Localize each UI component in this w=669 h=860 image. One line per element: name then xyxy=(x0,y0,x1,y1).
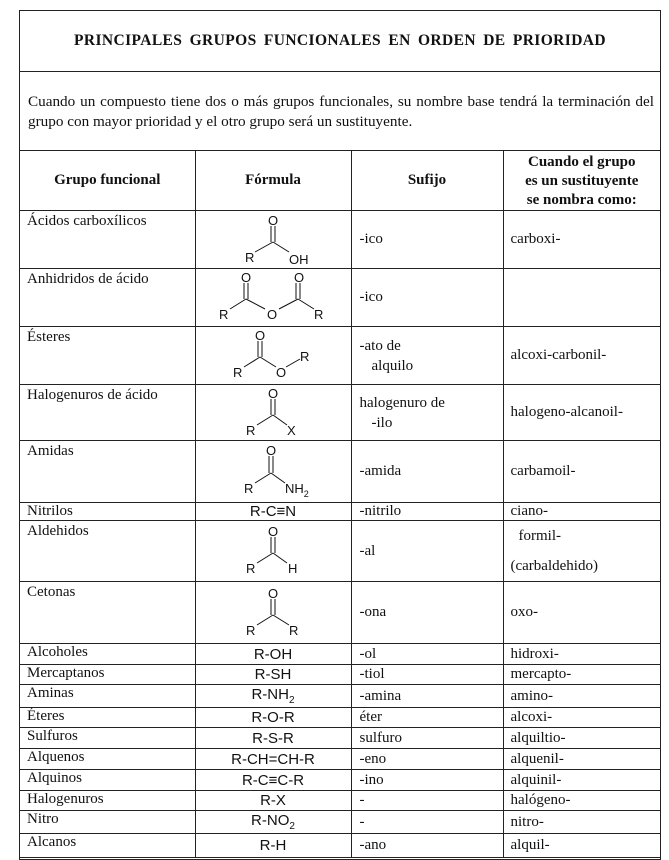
formula xyxy=(195,811,351,834)
table-row xyxy=(20,269,660,327)
intro-paragraph: Cuando un compuesto tiene dos o más grupos funcionales, su nombre base tendrá la terminación del grupo con mayor prioridad y el otro grupo será un sustituyente. xyxy=(20,71,660,151)
oxygen-label: O xyxy=(255,328,266,343)
ester-structure xyxy=(228,329,318,383)
oxygen-label: O xyxy=(294,270,305,285)
suffix: -nitrilo xyxy=(351,503,503,521)
oxygen-label: O xyxy=(268,213,279,228)
group-name: Alcoholes xyxy=(20,644,195,665)
table-row xyxy=(20,770,660,791)
header-group: Grupo funcional xyxy=(20,151,195,211)
formula: R-S-R xyxy=(195,728,351,749)
suffix-line-1: -ato de xyxy=(359,337,401,354)
oxygen-label: O xyxy=(268,585,279,601)
substituent-name: alquenil- xyxy=(503,749,660,770)
formula-subscript: 2 xyxy=(289,821,295,832)
suffix-line-2: -ilo xyxy=(371,414,393,431)
group-name: Sulfuros xyxy=(20,728,195,749)
formula-subscript: 2 xyxy=(288,695,295,706)
bridge-oxygen-label: O xyxy=(267,306,278,322)
group-name: Nitrilos xyxy=(20,503,195,521)
r-label: R xyxy=(289,622,299,638)
group-name: Ácidos carboxílicos xyxy=(20,211,195,269)
formula-cell xyxy=(195,211,351,269)
table-row xyxy=(20,708,660,728)
substituent-name: mercapto- xyxy=(503,665,660,685)
document-frame xyxy=(19,10,661,860)
r-label: R xyxy=(246,622,256,638)
substituent-name: alcoxi-carbonil- xyxy=(503,327,660,385)
halogen-label: X xyxy=(287,422,296,438)
suffix: -ano xyxy=(351,834,503,858)
amine-label-sub: 2 xyxy=(303,488,309,499)
group-name: Nitro xyxy=(20,811,195,834)
formula-main: R-NO xyxy=(251,812,290,829)
suffix: éter xyxy=(351,708,503,728)
group-name: Aminas xyxy=(20,685,195,708)
hydroxyl-label: OH xyxy=(289,251,309,266)
table-row xyxy=(20,728,660,749)
formula-cell xyxy=(195,441,351,503)
amine-label-main: NH xyxy=(285,480,304,496)
formula-cell xyxy=(195,521,351,582)
carboxylic-acid-structure xyxy=(233,214,313,266)
amide-structure xyxy=(231,443,315,501)
group-name: Amidas xyxy=(20,441,195,503)
suffix: - xyxy=(351,791,503,811)
group-name: Halogenuros de ácido xyxy=(20,385,195,441)
formula: R-H xyxy=(195,834,351,858)
table-header-row xyxy=(20,151,660,211)
group-name: Anhidridos de ácido xyxy=(20,269,195,327)
suffix: -ol xyxy=(351,644,503,665)
group-name: Alquenos xyxy=(20,749,195,770)
header-substituent-line-1: Cuando el grupo xyxy=(527,154,636,170)
substituent-name: alquinil- xyxy=(503,770,660,791)
r-label: R xyxy=(244,480,254,496)
group-name: Éteres xyxy=(20,708,195,728)
group-name: Halogenuros xyxy=(20,791,195,811)
ketone-structure xyxy=(233,585,313,641)
table-row xyxy=(20,385,660,441)
table-row xyxy=(20,834,660,858)
group-name: Alquinos xyxy=(20,770,195,791)
substituent-name: halogeno-alcanoil- xyxy=(503,385,660,441)
header-formula: Fórmula xyxy=(195,151,351,211)
table-row xyxy=(20,644,660,665)
substituent-name: amino- xyxy=(503,685,660,708)
r-label: R xyxy=(314,306,324,322)
header-substituent-line-3: se nombra como: xyxy=(526,192,637,208)
r-label: R xyxy=(246,422,256,438)
group-name: Aldehidos xyxy=(20,521,195,582)
suffix: -ico xyxy=(351,211,503,269)
suffix: -amida xyxy=(351,441,503,503)
substituent-name: hidroxi- xyxy=(503,644,660,665)
substituent-name: ciano- xyxy=(503,503,660,521)
formula: R-C≡C-R xyxy=(195,770,351,791)
table-row xyxy=(20,327,660,385)
table-row xyxy=(20,811,660,834)
table-row xyxy=(20,441,660,503)
suffix: -ona xyxy=(351,582,503,644)
suffix-line-2: alquilo xyxy=(371,357,414,374)
formula: R-SH xyxy=(195,665,351,685)
suffix: -al xyxy=(351,521,503,582)
header-substituent xyxy=(503,151,660,211)
formula-main: R-NH xyxy=(251,686,289,703)
r-label: R xyxy=(219,306,229,322)
formula-cell xyxy=(195,385,351,441)
table-row xyxy=(20,749,660,770)
substituent-name: nitro- xyxy=(503,811,660,834)
substituent-name: carboxi- xyxy=(503,211,660,269)
table-row xyxy=(20,791,660,811)
formula-cell xyxy=(195,582,351,644)
suffix: -ico xyxy=(351,269,503,327)
substituent-line-2: (carbaldehido) xyxy=(510,558,598,574)
suffix: - xyxy=(351,811,503,834)
suffix: -eno xyxy=(351,749,503,770)
amine-label xyxy=(285,481,309,499)
substituent-line-1: formil- xyxy=(518,528,561,544)
suffix xyxy=(351,327,503,385)
suffix-line-1: halogenuro de xyxy=(359,394,445,411)
anhydride-structure xyxy=(218,271,328,325)
suffix: -amina xyxy=(351,685,503,708)
hydrogen-label: H xyxy=(288,561,298,576)
substituent-name xyxy=(503,521,660,582)
formula: R-CH=CH-R xyxy=(195,749,351,770)
header-substituent-line-2: es un sustituyente xyxy=(525,173,639,189)
ester-oxygen-label: O xyxy=(276,364,287,380)
r-label: R xyxy=(245,249,255,265)
substituent-name: alquil- xyxy=(503,834,660,858)
group-name: Mercaptanos xyxy=(20,665,195,685)
group-name: Cetonas xyxy=(20,582,195,644)
oxygen-label: O xyxy=(268,524,279,539)
group-name: Alcanos xyxy=(20,834,195,858)
substituent-name xyxy=(503,269,660,327)
substituent-name: halógeno- xyxy=(503,791,660,811)
suffix: sulfuro xyxy=(351,728,503,749)
suffix xyxy=(351,385,503,441)
formula xyxy=(195,685,351,708)
r-label: R xyxy=(246,561,256,576)
oxygen-label: O xyxy=(268,386,279,401)
formula: R-C≡N xyxy=(195,503,351,521)
table-row xyxy=(20,521,660,582)
table-row xyxy=(20,582,660,644)
acid-halide-structure xyxy=(233,387,313,439)
table-row xyxy=(20,685,660,708)
substituent-name: alquiltio- xyxy=(503,728,660,749)
aldehyde-structure xyxy=(233,523,313,579)
substituent-name: alcoxi- xyxy=(503,708,660,728)
formula: R-O-R xyxy=(195,708,351,728)
formula: R-X xyxy=(195,791,351,811)
suffix: -tiol xyxy=(351,665,503,685)
suffix: -ino xyxy=(351,770,503,791)
table-row xyxy=(20,211,660,269)
substituent-name: oxo- xyxy=(503,582,660,644)
header-suffix: Sufijo xyxy=(351,151,503,211)
formula-cell xyxy=(195,269,351,327)
r-label: R xyxy=(233,364,243,380)
group-name: Ésteres xyxy=(20,327,195,385)
formula: R-OH xyxy=(195,644,351,665)
page-title: PRINCIPALES GRUPOS FUNCIONALES EN ORDEN DE PRIORIDAD xyxy=(20,11,660,72)
functional-groups-table xyxy=(20,151,660,858)
table-row xyxy=(20,665,660,685)
table-row xyxy=(20,503,660,521)
oxygen-label: O xyxy=(266,442,277,458)
formula-cell xyxy=(195,327,351,385)
oxygen-label: O xyxy=(241,270,252,285)
substituent-name: carbamoil- xyxy=(503,441,660,503)
r-label: R xyxy=(300,348,310,364)
